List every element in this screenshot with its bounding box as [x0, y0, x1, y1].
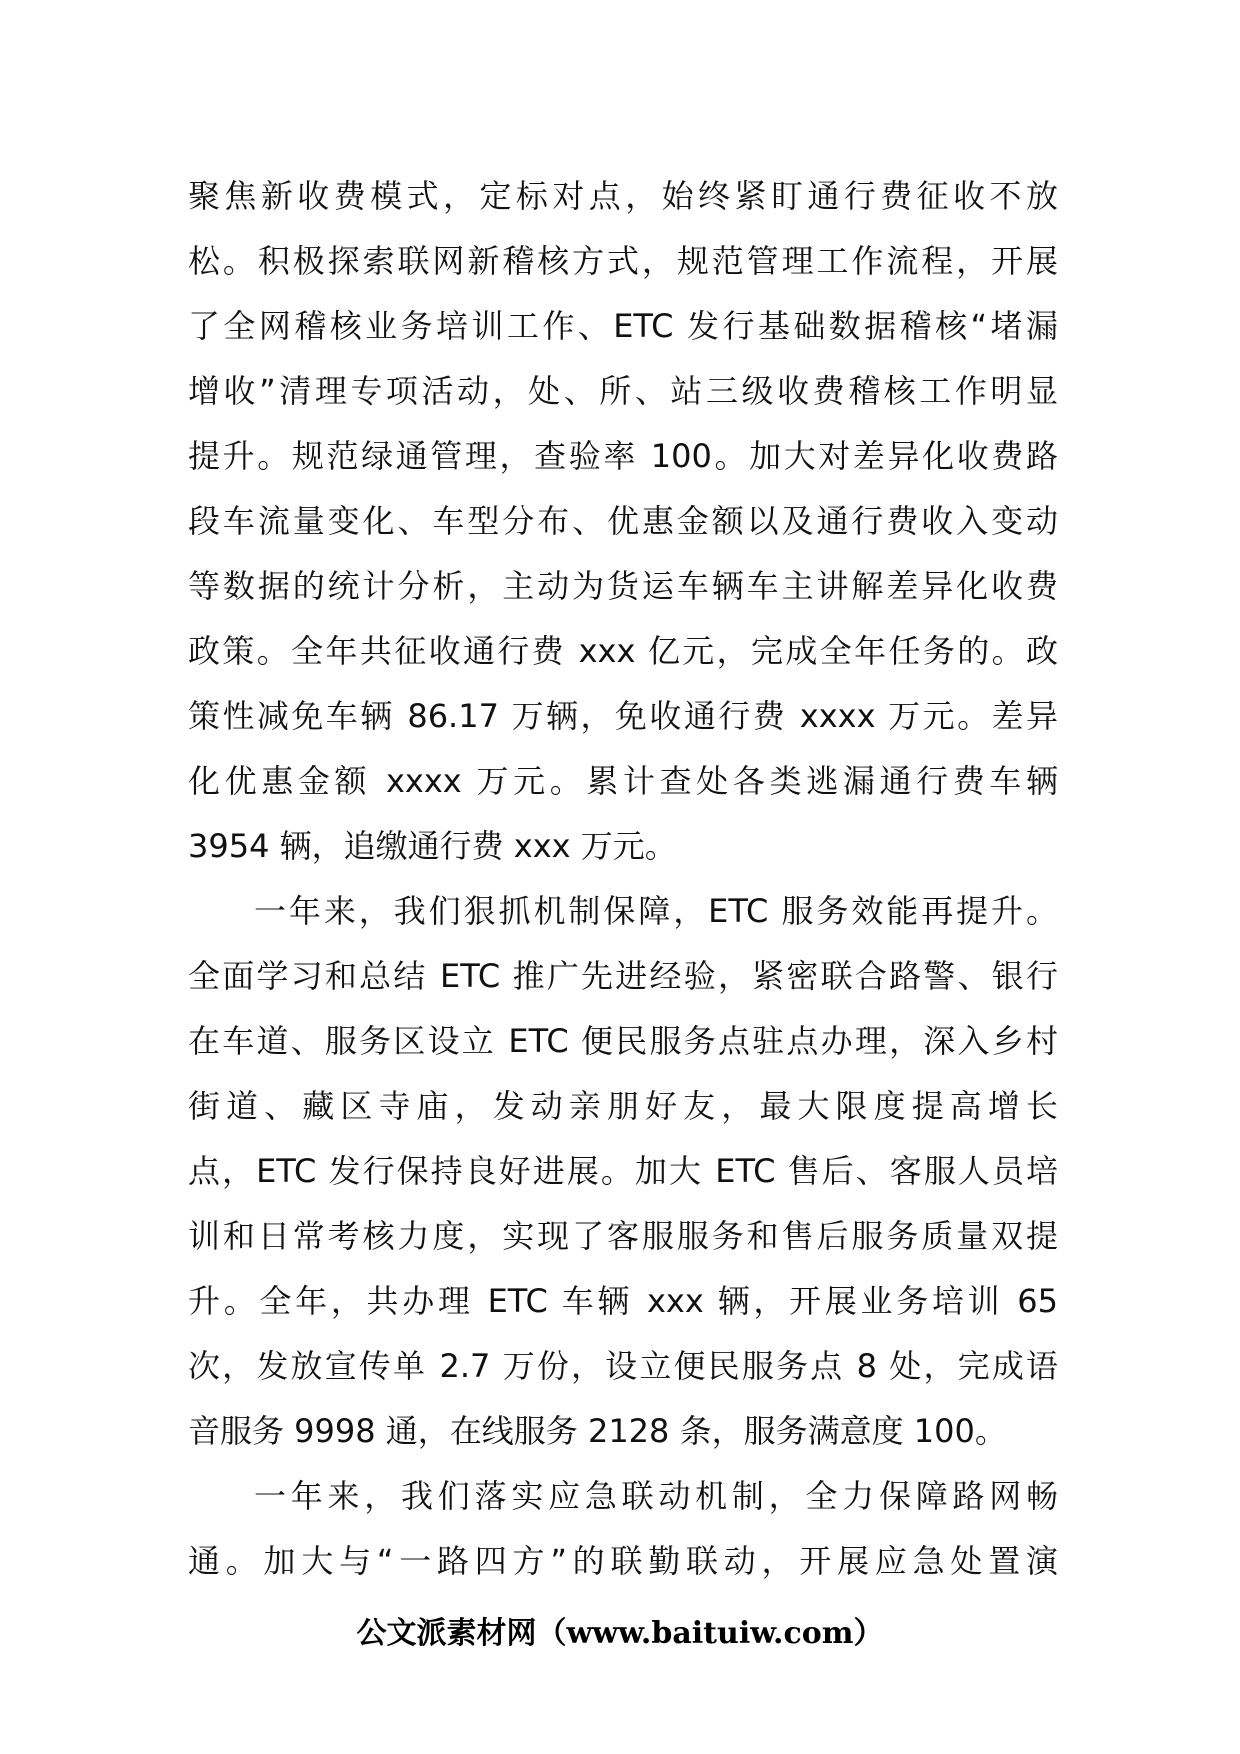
paragraph-line: 升。全年，共办理 ETC 车辆 xxx 辆，开展业务培训 65 [188, 1282, 1058, 1320]
paragraph-line: 次，发放宣传单 2.7 万份，设立便民服务点 8 处，完成语 [188, 1347, 1058, 1385]
footer-watermark: 公文派素材网（www.baituiw.com） [356, 1616, 884, 1651]
paragraph-line: 提升。规范绿通管理，查验率 100。加大对差异化收费路 [188, 437, 1058, 475]
paragraph-line: 策性减免车辆 86.17 万辆，免收通行费 xxxx 万元。差异 [188, 697, 1058, 735]
paragraph-line: 点，ETC 发行保持良好进展。加大 ETC 售后、客服人员培 [188, 1152, 1058, 1190]
paragraph-line: 通。加大与“一路四方”的联勤联动，开展应急处置演 [188, 1542, 1058, 1580]
paragraph-line: 音服务 9998 通，在线服务 2128 条，服务满意度 100。 [188, 1412, 1007, 1450]
paragraph-line: 训和日常考核力度，实现了客服服务和售后服务质量双提 [188, 1217, 1058, 1255]
paragraph-emergency [188, 1464, 1058, 1594]
paragraph-line: 增收”清理专项活动，处、所、站三级收费稽核工作明显 [188, 372, 1058, 410]
paragraph-collection [188, 164, 1058, 879]
paragraph-line: 街道、藏区寺庙，发动亲朋好友，最大限度提高增长 [188, 1087, 1058, 1125]
paragraph-line: 了全网稽核业务培训工作、ETC 发行基础数据稽核“堵漏 [188, 307, 1058, 345]
paragraph-line: 聚焦新收费模式，定标对点，始终紧盯通行费征收不放 [188, 177, 1058, 215]
body-text [188, 164, 1058, 1594]
paragraph-line: 一年来，我们落实应急联动机制，全力保障路网畅 [254, 1477, 1058, 1515]
paragraph-line: 等数据的统计分析，主动为货运车辆车主讲解差异化收费 [188, 567, 1058, 605]
paragraph-line: 化优惠金额 xxxx 万元。累计查处各类逃漏通行费车辆 [188, 762, 1058, 800]
paragraph-line: 段车流量变化、车型分布、优惠金额以及通行费收入变动 [188, 502, 1058, 540]
paragraph-line: 政策。全年共征收通行费 xxx 亿元，完成全年任务的。政 [188, 632, 1058, 670]
paragraph-etc-service [188, 879, 1058, 1464]
paragraph-line: 在车道、服务区设立 ETC 便民服务点驻点办理，深入乡村 [188, 1022, 1058, 1060]
paragraph-line: 松。积极探索联网新稽核方式，规范管理工作流程，开展 [188, 242, 1058, 280]
paragraph-line: 3954 辆，追缴通行费 xxx 万元。 [188, 827, 677, 865]
paragraph-line: 一年来，我们狠抓机制保障，ETC 服务效能再提升。 [254, 892, 1058, 930]
paragraph-line: 全面学习和总结 ETC 推广先进经验，紧密联合路警、银行 [188, 957, 1058, 995]
